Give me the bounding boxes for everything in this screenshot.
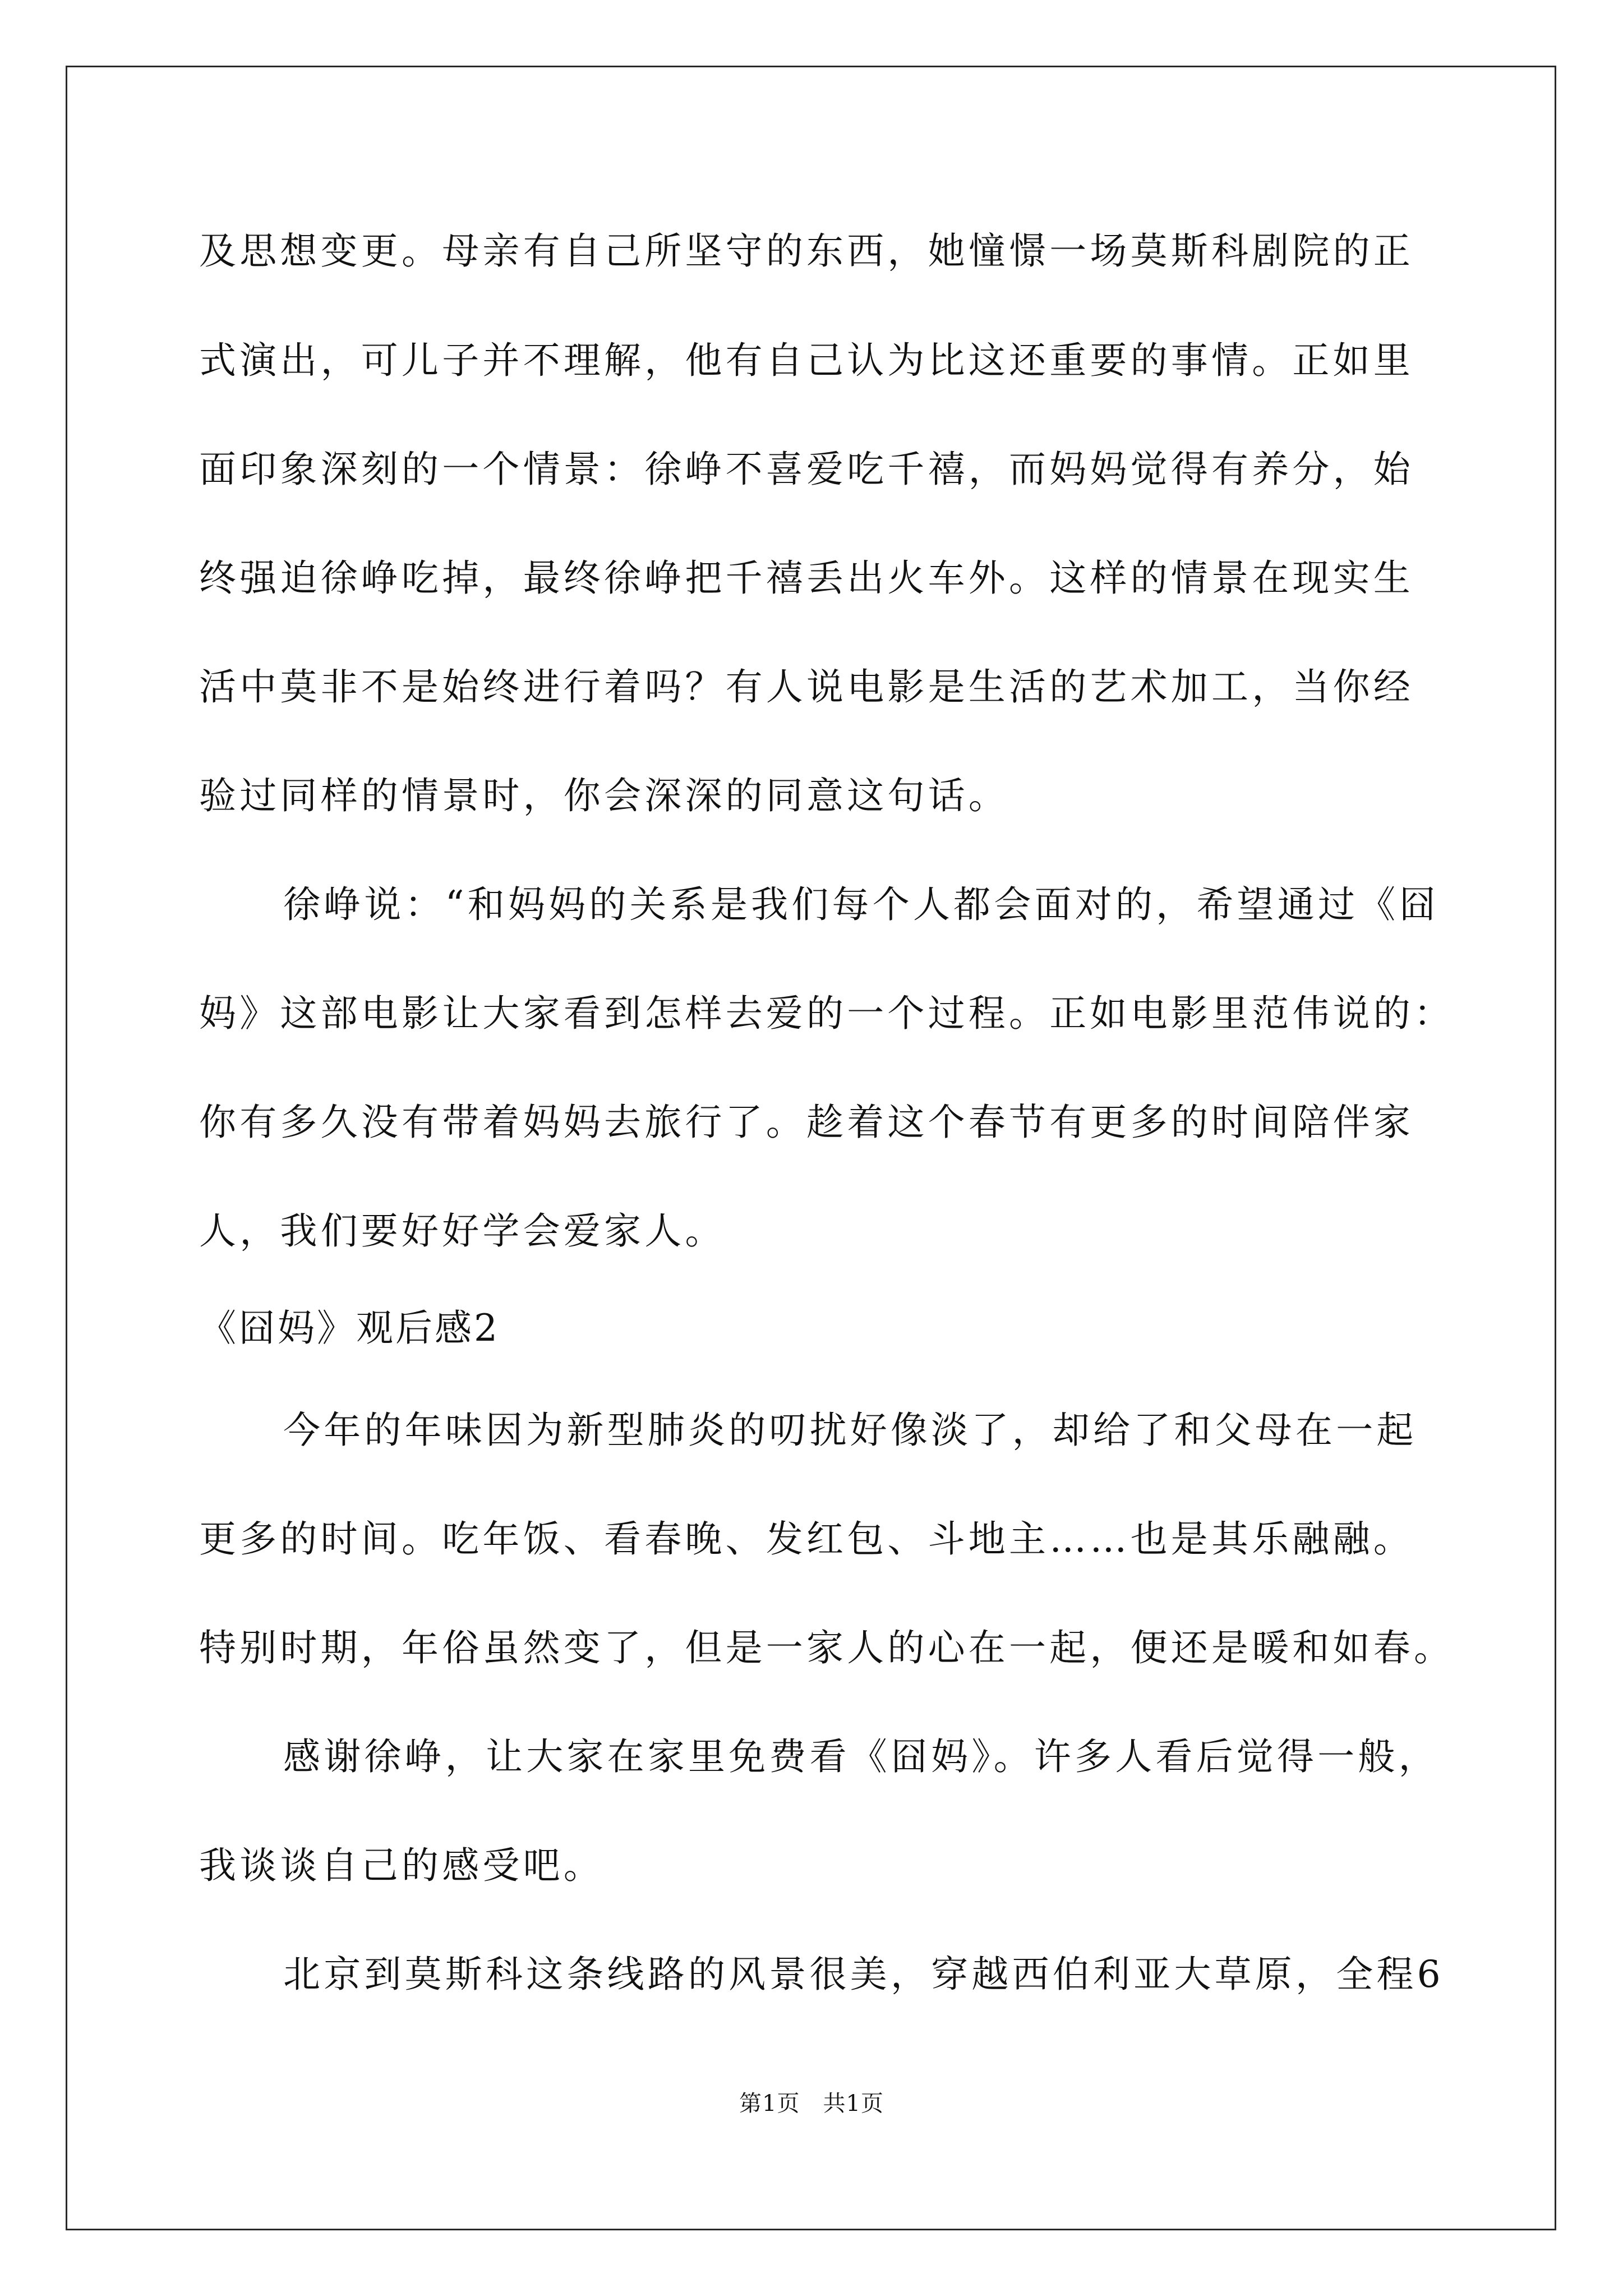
text-line-7: 徐峥说：“和妈妈的关系是我们每个人都会面对的，希望通过《囧 (283, 883, 1440, 926)
text-line-6: 验过同样的情景时，你会深深的同意这句话。 (199, 774, 1009, 817)
text-line-17: 北京到莫斯科这条线路的风景很美，穿越西伯利亚大草原，全程6 (283, 1953, 1444, 1996)
text-line-5: 活中莫非不是始终进行着吗？有人说电影是生活的艺术加工，当你经 (199, 665, 1414, 708)
text-line-2: 式演出，可儿子并不理解，他有自己认为比这还重要的事情。正如里 (199, 339, 1414, 382)
text-line-4: 终强迫徐峥吃掉，最终徐峥把千禧丢出火车外。这样的情景在现实生 (199, 556, 1414, 600)
text-line-3: 面印象深刻的一个情景：徐峥不喜爱吃千禧，而妈妈觉得有养分，始 (199, 448, 1414, 491)
text-line-9: 你有多久没有带着妈妈去旅行了。趁着这个春节有更多的时间陪伴家 (199, 1101, 1414, 1144)
text-line-8: 妈》这部电影让大家看到怎样去爱的一个过程。正如电影里范伟说的： (199, 992, 1455, 1035)
page-border (66, 66, 1556, 2230)
text-line-1: 及思想变更。母亲有自己所坚守的东西，她憧憬一场莫斯科剧院的正 (199, 229, 1414, 273)
text-line-14: 特别时期，年俗虽然变了，但是一家人的心在一起，便还是暖和如春。 (199, 1626, 1455, 1669)
text-line-10: 人，我们要好好学会爱家人。 (199, 1209, 726, 1253)
page-number: 第1页 共1页 (739, 2091, 884, 2116)
text-line-12: 今年的年味因为新型肺炎的叨扰好像淡了，却给了和父母在一起 (283, 1409, 1417, 1452)
text-line-16: 我谈谈自己的感受吧。 (199, 1844, 604, 1887)
text-line-15: 感谢徐峥，让大家在家里免费看《囧妈》。许多人看后觉得一般， (283, 1735, 1439, 1778)
section-heading: 《囧妈》观后感2 (199, 1306, 500, 1350)
text-line-13: 更多的时间。吃年饭、看春晚、发红包、斗地主……也是其乐融融。 (199, 1517, 1414, 1561)
